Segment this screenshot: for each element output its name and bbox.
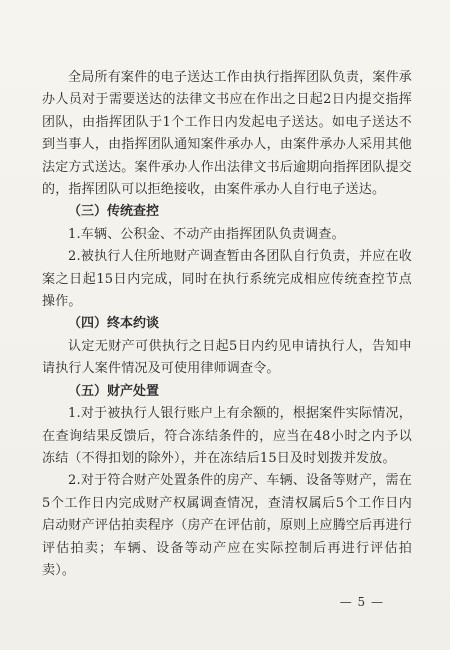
paragraph-electronic-service: 全局所有案件的电子送达工作由执行指挥团队负责，案件承办人员对于需要送达的法律文书应在作出之日起2日内提交指挥团队，由指挥团队于1个工作日内发起电子送达。如电子送达不到当事人，由指挥团队通知案件承办人，由案件承办人采用其他法定方式送达。案件承办人作出法律文书后逾期向指挥团队提交的，指挥团队可以拒绝接收，由案件承办人自行电子送达。 [42, 70, 412, 198]
page-number: — 5 — [339, 595, 384, 609]
paragraph-final-interview: 认定无财产可供执行之日起5日内约见申请执行人，告知申请执行人案件情况及可使用律师调查令。 [42, 338, 412, 377]
heading-property-disposal: （五）财产处置 [68, 383, 160, 399]
heading-traditional-inquiry: （三）传统查控 [68, 204, 160, 220]
paragraph-traditional-inquiry-2: 2.被执行人住所地财产调查暂由各团队自行负责，并应在收案之日起15日内完成，同时在执行系统完成相应传统查控节点操作。 [42, 249, 412, 310]
document-body [42, 67, 412, 582]
heading-final-interview: （四）终本约谈 [68, 316, 160, 332]
paragraph-property-disposal-1: 1.对于被执行人银行账户上有余额的，根据案件实际情况，在查询结果反馈后，符合冻结条件的，应当在48小时之内予以冻结（不得扣划的除外），并在冻结后15日及时划拨并发放。 [42, 406, 412, 466]
paragraph-traditional-inquiry-1: 1.车辆、公积金、不动产由指挥团队负责调查。 [68, 226, 345, 242]
paragraph-property-disposal-2: 2.对于符合财产处置条件的房产、车辆、设备等财产，需在5个工作日内完成财产权属调查情况，查清权属后5个工作日内启动财产评估拍卖程序（房产在评估前，原则上应腾空后再进行评估拍卖；车辆、设备等动产应在实际控制后再进行评估拍卖）。 [42, 473, 412, 578]
